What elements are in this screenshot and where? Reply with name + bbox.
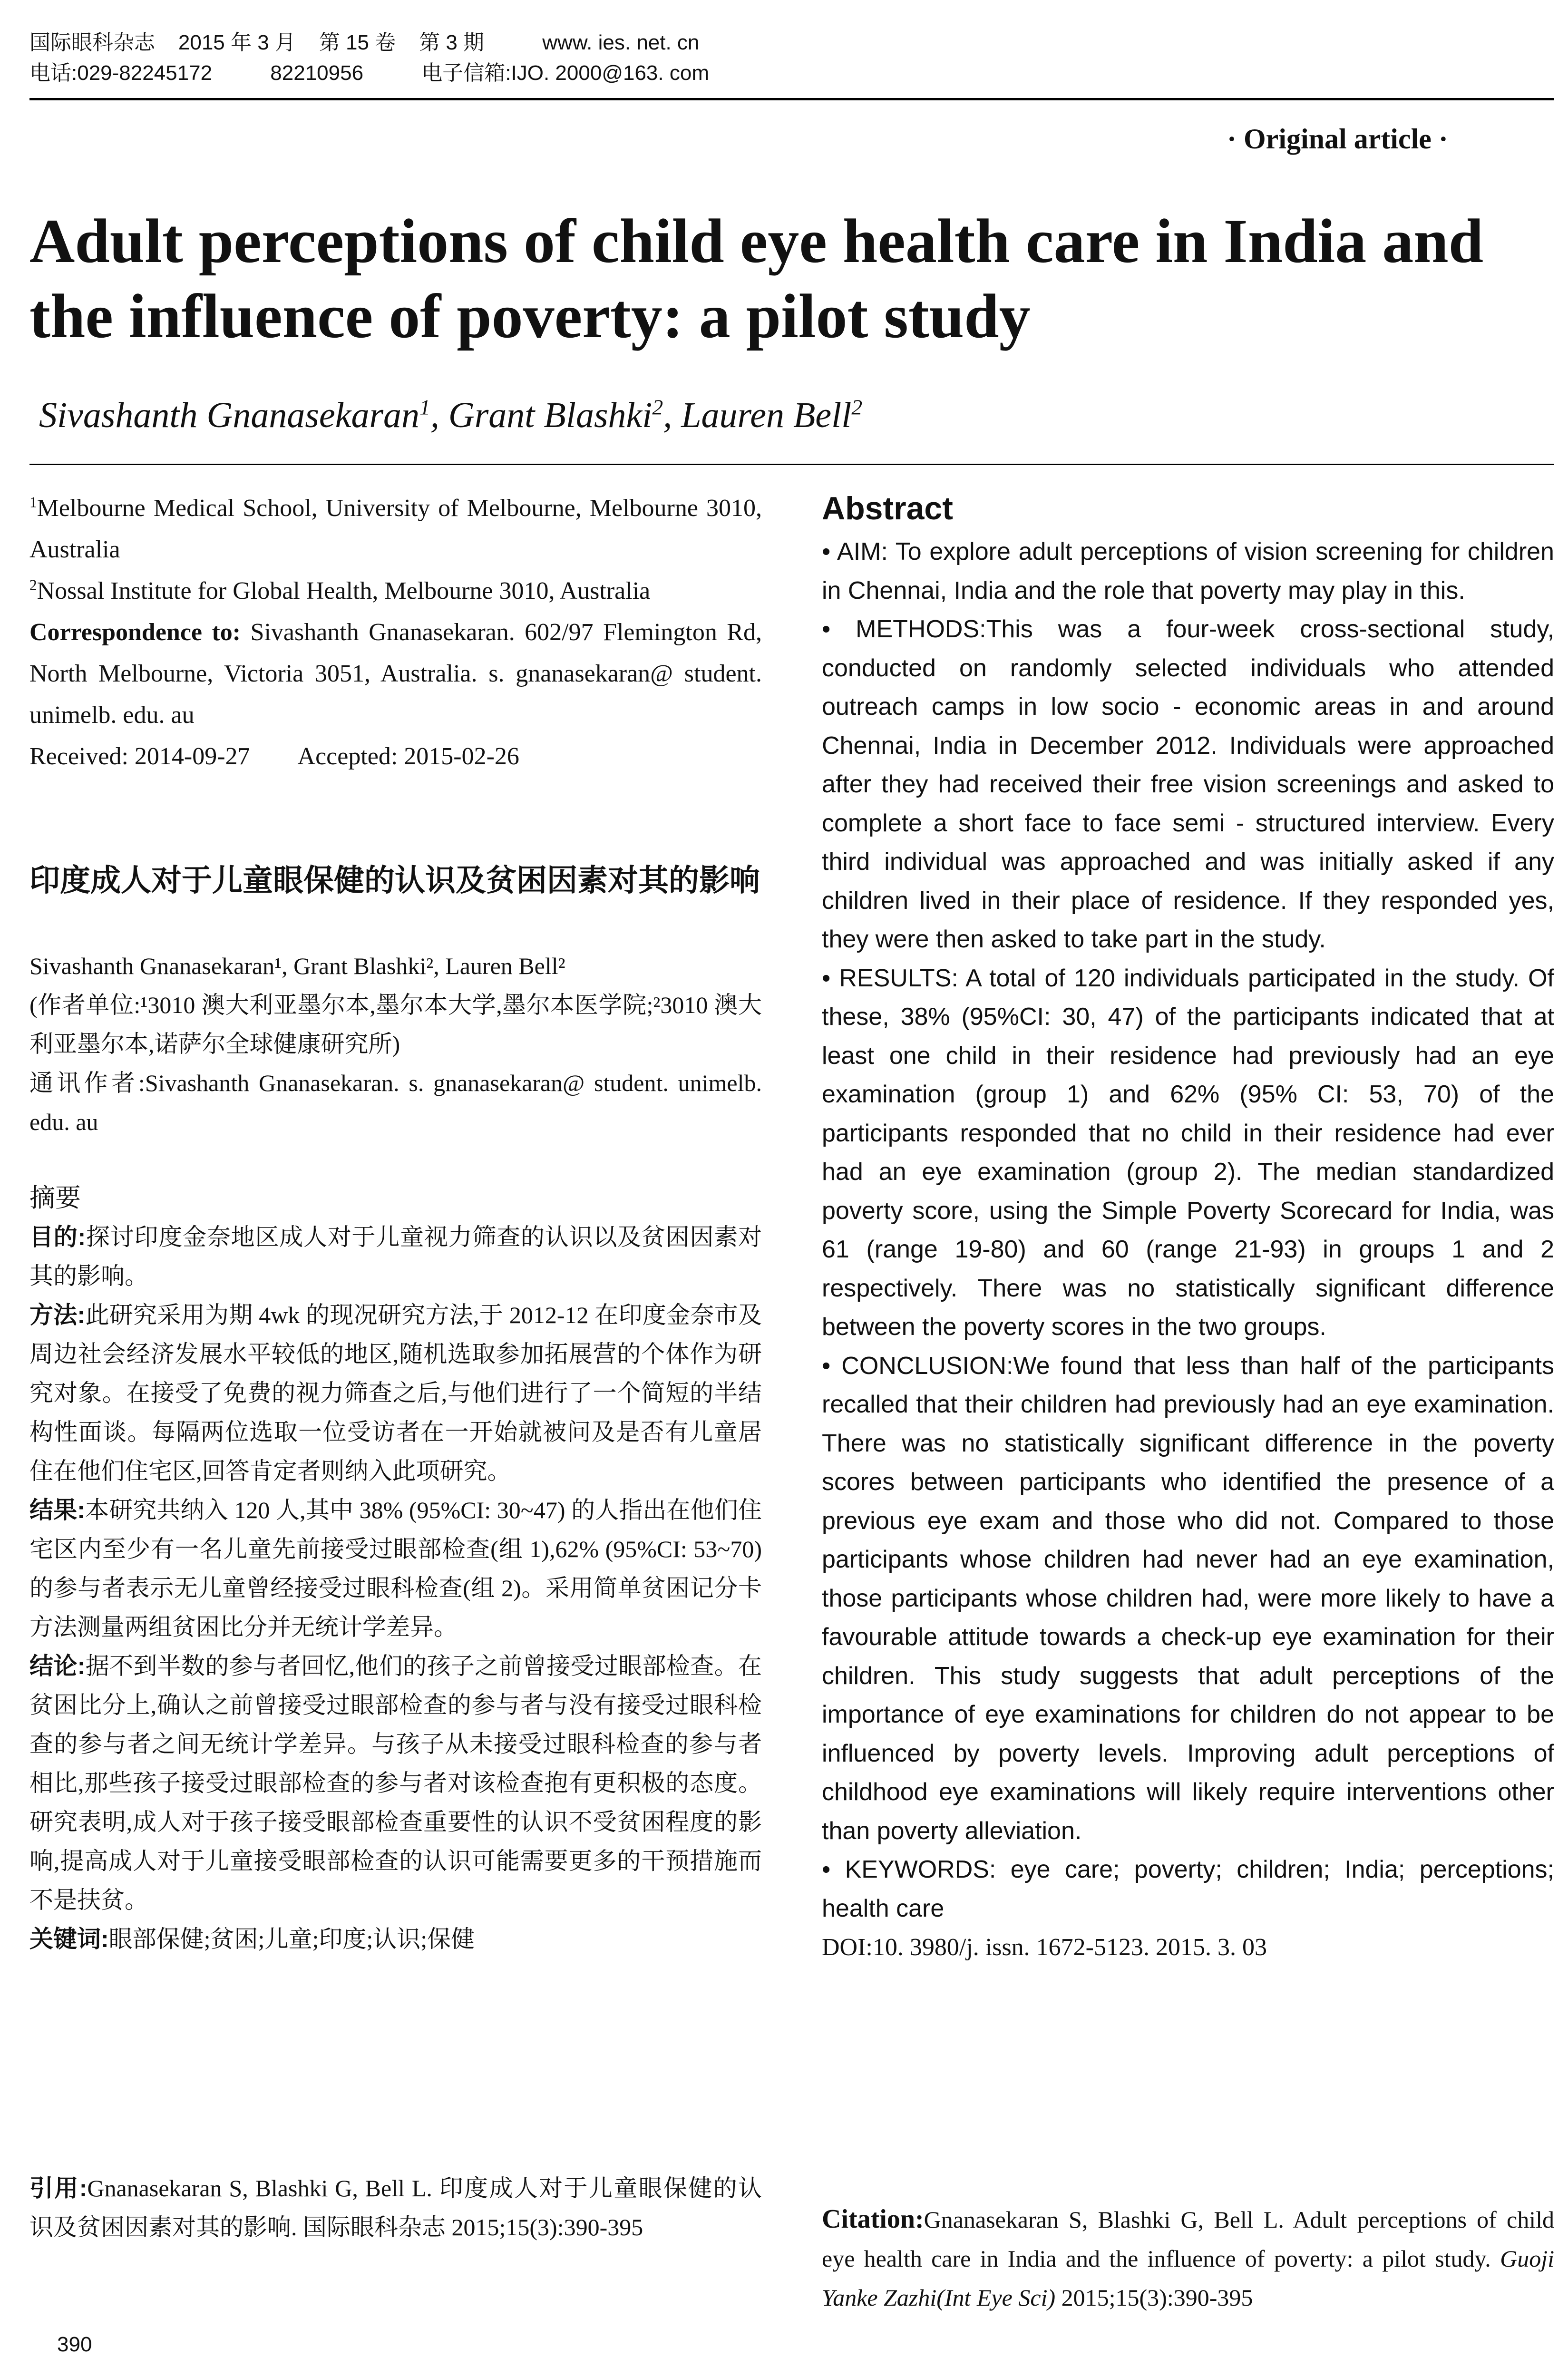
correspondence [29,612,762,736]
abstract-keywords-text: eye care; poverty; children; India; perceptions; health care [822,1856,1554,1922]
author-name: Lauren Bell [681,395,852,435]
abstract-heading: Abstract [822,490,953,526]
cn-results-label: 结果: [29,1497,85,1523]
section-tag: · Original article · [1227,123,1448,155]
affiliation-text: Nossal Institute for Global Health, Melbourne 3010, Australia [37,577,651,604]
abstract-conclusion-label: • CONCLUSION: [822,1352,1013,1380]
cn-keywords [29,1919,762,1958]
abstract-body [822,533,1554,1967]
title-line-2: the influence of poverty: a pilot study [29,281,1031,351]
cn-results [29,1490,762,1646]
abstract-aim-label: • AIM: [822,538,888,565]
abstract-results [822,959,1554,1347]
citation-tail: 2015;15(3):390-395 [1061,2284,1253,2311]
affiliation-mark: 2 [29,576,37,594]
title-rule [29,464,1554,465]
cn-methods-label: 方法: [29,1302,86,1328]
cn-results-text: 本研究共纳入 120 人,其中 38% (95%CI: 30~47) 的人指出在他们住宅区内至少有一名儿童先前接受过眼部检查(组 1),62% (95%CI: 53~70) 的参与者表示无儿童曾经接受过眼科检查(组 2)。采用简单贫困记分卡方法测量两组贫困比分并无统计学差异。 [29,1497,762,1640]
correspondence-text: Sivashanth Gnanasekaran. 602/97 Flemington Rd, North Melbourne, Victoria 3051, Australia. s. gnanasekaran@ student. unimelb. edu. au [29,619,762,729]
citation-label: Citation: [822,2204,924,2234]
cn-conclusion [29,1646,762,1919]
header-line-1: 国际眼科杂志 2015 年 3 月 第 15 卷 第 3 期 www. ies. net. cn [29,31,700,54]
cn-aim-text: 探讨印度金奈地区成人对于儿童视力筛查的认识以及贫困因素对其的影响。 [29,1224,762,1289]
affiliation-mark: 1 [29,494,37,511]
cn-methods-text: 此研究采用为期 4wk 的现况研究方法,于 2012-12 在印度金奈市及周边社会经济发展水平较低的地区,随机选取参加拓展营的个体作为研究对象。在接受了免费的视力筛查之后,与他们进行了一个简短的半结构性面谈。每隔两位选取一位受访者在一开始就被问及是否有儿童居住在他们住宅区,回答肯定者则纳入此项研究。 [29,1302,762,1484]
abstract-methods-label: • METHODS: [822,615,986,643]
title-line-1: Adult perceptions of child eye health care in India and [29,206,1484,276]
abstract-keywords [822,1851,1554,1928]
affiliations-block [29,487,762,777]
citation-block [822,2200,1554,2317]
affiliation-text: Melbourne Medical School, University of Melbourne, Melbourne 3010, Australia [29,495,762,563]
cn-title: 印度成人对于儿童眼保健的认识及贫困因素对其的影响 [29,863,760,897]
cn-keywords-label: 关键词: [29,1926,109,1952]
author-list: Sivashanth Gnanasekaran$^1$, Grant Blashki$^2$, Lauren Bell$^2$ [39,395,863,435]
cn-correspondence: 通讯作者:Sivashanth Gnanasekaran. s. gnanasekaran@ student. unimelb. edu. au [29,1070,762,1135]
accepted-date: Accepted: 2015-02-26 [297,743,519,770]
cn-citation-label: 引用: [29,2175,88,2202]
cn-aim-label: 目的: [29,1224,86,1250]
abstract-results-text: A total of 120 individuals participated in the study. Of these, 38% (95%CI: 30, 47) of the participants indicated that at least one child in their residence had previously had an eye examination (group 1) and 62% (95% CI: 53, 70) of the participants responded that no child in their residence had ever had an eye examination (group 2). The median standardized poverty score, using the Simple Poverty Scorecard for India, was 61 (range 19-80) and 60 (range 21-93) in groups 1 and 2 respectively. There was no statistically significant difference between the poverty scores in the two groups. [822,964,1554,1341]
received-date: Received: 2014-09-27 [29,743,250,770]
abstract-keywords-label: • KEYWORDS: [822,1856,996,1883]
abstract-methods-text: This was a four-week cross-sectional study, conducted on randomly selected individuals who attended outreach camps in low socio - economic areas in and around Chennai, India in December 2012. Individuals were approached after they had received their free vision screenings and asked to complete a short face to face semi - structured interview. Every third individual was approached and was initially asked if any children lived in their place of residence. If they responded yes, they were then asked to take part in the study. [822,615,1554,953]
cn-authors: Sivashanth Gnanasekaran¹, Grant Blashki², Lauren Bell² [29,953,565,979]
header-line-2: 电话:029-82245172 82210956 电子信箱:IJO. 2000@163. com [29,61,709,85]
cn-abstract-heading: 摘要 [29,1184,81,1212]
page-number: 390 [57,2333,92,2356]
abstract-methods [822,610,1554,959]
abstract-conclusion-text: We found that less than half of the participants recalled that their children had previously had an eye examination. There was no statistically significant difference in the poverty scores between participants who identified the presence of a previous eye exam and those who did not. Compared to those participants whose children had never had an eye examination, those participants whose children had, were more likely to have a favourable attitude towards a check-up eye examination for their children. This study suggests that adult perceptions of the importance of eye examinations for children do not appear to be influenced by poverty levels. Improving adult perceptions of childhood eye examinations will likely require interventions other than poverty alleviation. [822,1352,1554,1845]
citation-text: Gnanasekaran S, Blashki G, Bell L. Adult perceptions of child eye health care in India and the influence of poverty: a pilot study. [822,2206,1554,2272]
cn-conclusion-text: 据不到半数的参与者回忆,他们的孩子之前曾接受过眼部检查。在贫困比分上,确认之前曾接受过眼部检查的参与者与没有接受过眼科检查的参与者之间无统计学差异。与孩子从未接受过眼科检查的参与者相比,那些孩子接受过眼部检查的参与者对该检查抱有更积极的态度。研究表明,成人对于孩子接受眼部检查重要性的认识不受贫困程度的影响,提高成人对于儿童接受眼部检查的认识可能需要更多的干预措施而不是扶贫。 [29,1653,762,1913]
citation-journal: Guoji Yanke Zazhi(Int Eye Sci) [822,2245,1554,2311]
cn-info-block [29,946,762,1141]
cn-citation-text: Gnanasekaran S, Blashki G, Bell L. 印度成人对于儿童眼保健的认识及贫困因素对其的影响. 国际眼科杂志 2015;15(3):390-395 [29,2175,762,2241]
author-name: Sivashanth Gnanasekaran [39,395,420,435]
header-rule [29,98,1554,100]
author-affiliation-mark: 2 [851,395,863,419]
cn-conclusion-label: 结论: [29,1653,86,1679]
article-title [29,204,1566,354]
cn-aim [29,1218,762,1296]
journal-header [29,28,1554,88]
cn-units: (作者单位:¹3010 澳大利亚墨尔本,墨尔本大学,墨尔本医学院;²3010 澳大利亚墨尔本,诺萨尔全球健康研究所) [29,992,762,1057]
affiliation-2 [29,570,762,612]
dates [29,736,762,777]
author-name: Grant Blashki [448,395,653,435]
cn-abstract [29,1179,762,1958]
abstract-aim-text: To explore adult perceptions of vision screening for children in Chennai, India and the role that poverty may play in this. [822,538,1554,604]
affiliation-1 [29,487,762,570]
abstract-conclusion [822,1347,1554,1851]
cn-keywords-text: 眼部保健;贫困;儿童;印度;认识;保健 [108,1926,475,1952]
correspondence-label: Correspondence to: [29,619,241,646]
cn-citation [29,2169,762,2247]
author-affiliation-mark: 2 [652,395,663,419]
doi: DOI:10. 3980/j. issn. 1672-5123. 2015. 3. 03 [822,1934,1267,1961]
author-affiliation-mark: 1 [419,395,430,419]
abstract-aim [822,533,1554,610]
abstract-results-label: • RESULTS: [822,964,958,992]
cn-methods [29,1296,762,1490]
